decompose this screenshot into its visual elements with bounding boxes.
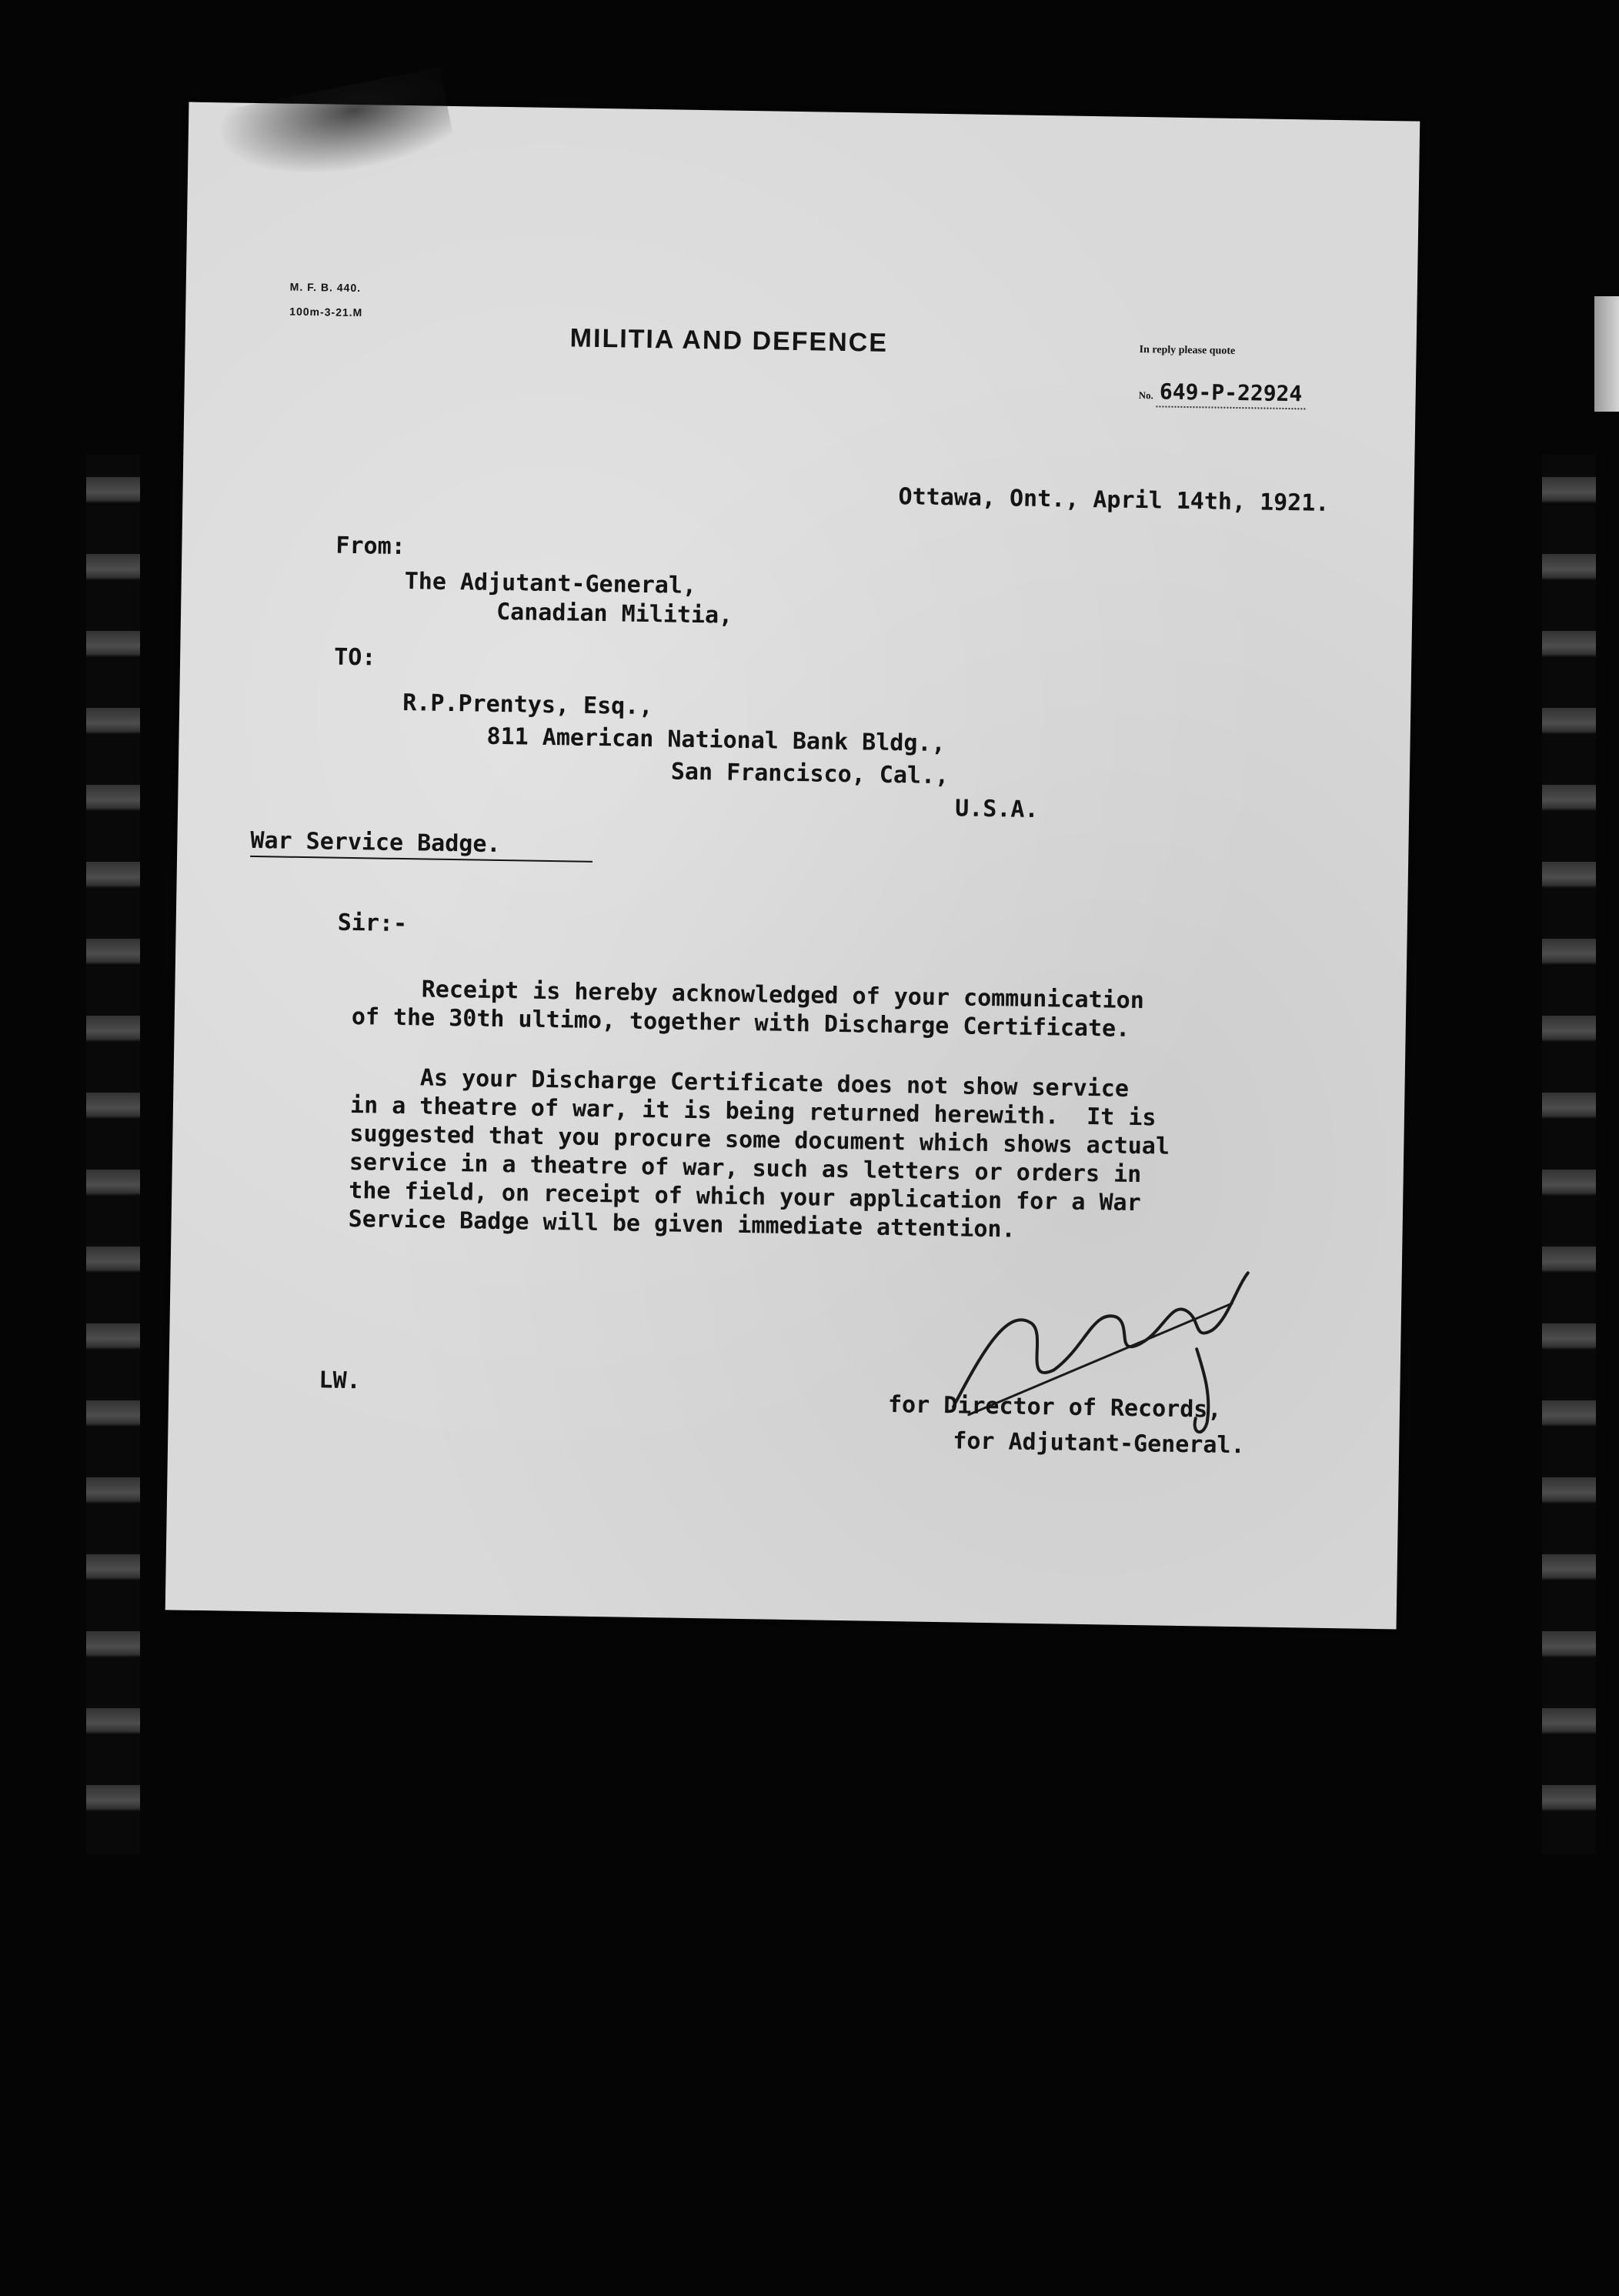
- to-address-line: 811 American National Bank Bldg.,: [486, 723, 946, 758]
- closing-line: for Adjutant-General.: [953, 1427, 1245, 1460]
- letterhead-title: MILITIA AND DEFENCE: [569, 323, 889, 358]
- to-address-line: U.S.A.: [954, 795, 1039, 824]
- form-code-line2: 100m-3-21.M: [289, 305, 363, 319]
- microfilm-edge-left: [86, 454, 140, 1854]
- subject-line: War Service Badge.: [250, 826, 593, 862]
- from-label: From:: [335, 532, 406, 561]
- closing-line: for Director of Records,: [887, 1391, 1222, 1423]
- form-code-line1: M. F. B. 440.: [289, 280, 362, 295]
- to-label: TO:: [333, 643, 376, 672]
- reference-prefix: No.: [1138, 389, 1153, 402]
- adjacent-page-edge: [1594, 296, 1619, 412]
- body-paragraph: As your Discharge Certificate does not show service in a theatre of war, it is being returned herewith. It is suggested that you procure some document which shows actual service in a theatre of war, such as letters or orders in the field, on receipt of which your application for a War Service Badge will be given immediate attention.: [348, 1063, 1170, 1243]
- to-address-line: San Francisco, Cal.,: [670, 758, 950, 790]
- corner-stain: [213, 68, 456, 195]
- reference-number: [1138, 379, 1305, 409]
- reply-note: In reply please quote: [1139, 343, 1236, 357]
- reference-value: 649-P-22924: [1157, 379, 1306, 409]
- letter-page: [165, 102, 1420, 1630]
- body-paragraph: Receipt is hereby acknowledged of your communication of the 30th ultimo, together with Discharge Certificate.: [351, 975, 1145, 1043]
- salutation: Sir:-: [337, 909, 408, 938]
- microfilm-edge-right: [1542, 454, 1596, 1854]
- date-line: Ottawa, Ont., April 14th, 1921.: [898, 483, 1330, 517]
- to-address-line: R.P.Prentys, Esq.,: [402, 689, 653, 721]
- from-line: Canadian Militia,: [496, 598, 733, 629]
- typist-initials: LW.: [319, 1367, 361, 1395]
- from-line: The Adjutant-General,: [404, 568, 697, 599]
